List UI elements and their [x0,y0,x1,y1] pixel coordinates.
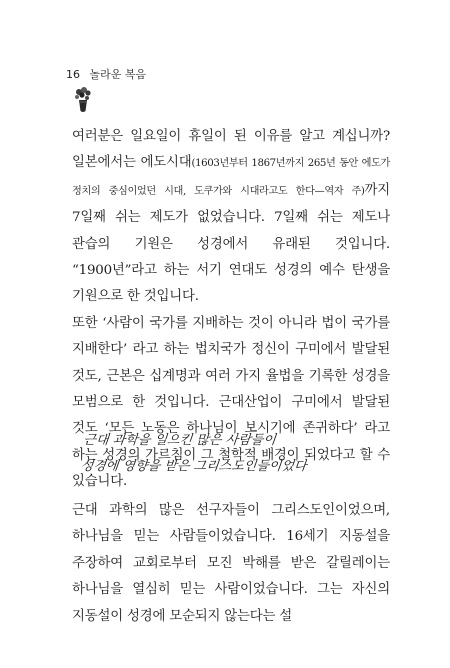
handwritten-line: 성경에 영향을 받은 그리스도인들이었다 [79,459,308,474]
paragraph-science-pioneers: 근대 과학의 많은 선구자들이 그리스도인이었으며, 하나님을 믿는 사람들이었습니다. 16세기 지동설을 주장하여 교회로부터 모진 박해를 받은 갈릴레이는 하나님을 열심히 믿는 사람이었습니다. 그는 자신의 지동설이 성경에 모순되지 않는다는 설 [72,503,390,624]
page-number: 16 [66,68,80,81]
handwritten-line: 근대 과학을 일으킨 많은 사람들이 [82,433,277,448]
paragraph-text: 여러분은 일요일이 휴일이 된 이유를 알고 계십니까? 일본에서는 에도시대 [72,129,390,171]
running-head [66,66,146,82]
paragraph-text: 까지 7일째 쉬는 제도가 없었습니다. 7일째 쉬는 제도나 관습의 기원은 성경에서 유래된 것입니다. “1900년”라고 하는 서기 연대도 성경의 예수 탄생을 기원으로 한 것입니다. [72,182,390,305]
translator-note: (1603년부터 1867년까지 265년 동안 에도가 정치의 중심이었던 시대, 도쿠가와 시대라고도 한다—역자 주) [72,158,390,197]
handwritten-note [79,428,384,480]
flower-vase-icon [73,86,93,114]
running-title: 놀라운 복음 [89,68,147,81]
paragraph-rule-of-law: 또한 ‘사람이 국가를 지배하는 것이 아니라 법이 국가를 지배한다’ 라고 하는 법치국가 정신이 구미에서 발달된 것도, 근본은 십계명과 여러 가지 율법을 기록한 성경을 모범으로 한 것입니다. 근대산업이 구미에서 발달된 것도 ‘모든 노동은 하나님이 보시기에 존귀하다’ 라고 하는 성경의 가르침이 그 철학적 배경이 되었다고 할 수 있습니다. [72,315,390,490]
paragraph-sunday-origin [72,124,390,311]
body-text-lower [72,498,390,630]
